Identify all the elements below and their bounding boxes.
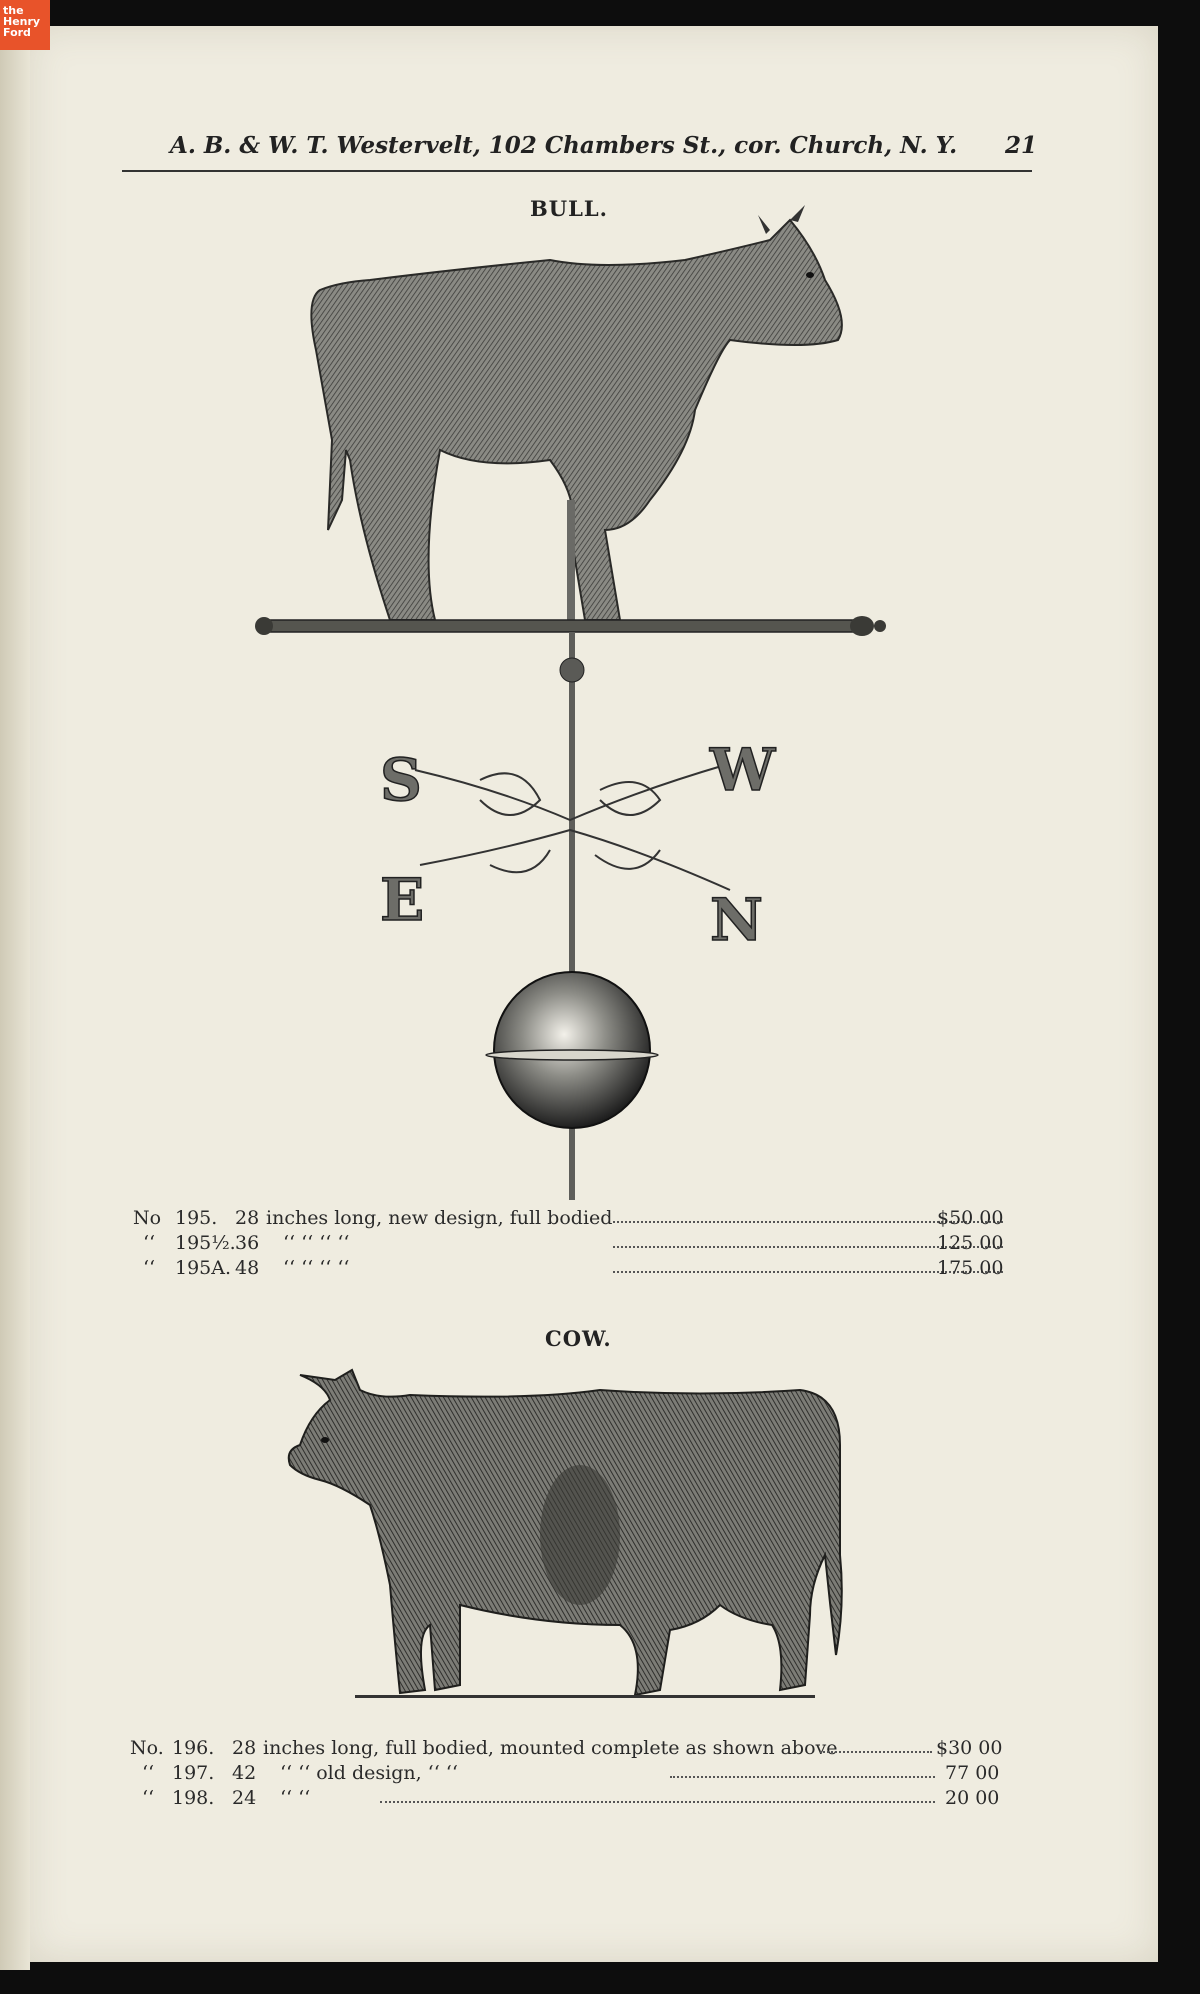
row-price: $30 00 <box>936 1737 1003 1759</box>
weathervane-ball <box>486 972 658 1128</box>
compass-letter-w: W <box>710 736 776 804</box>
row-no-label: ‘‘ <box>143 1257 156 1279</box>
compass-letter-s: S <box>380 746 422 814</box>
row-leader <box>820 1751 932 1753</box>
cow-figure <box>289 1370 842 1695</box>
row-price: $50 00 <box>937 1207 1004 1229</box>
row-no-label: ‘‘ <box>142 1762 155 1784</box>
logo-line-2: Henry <box>3 15 41 28</box>
row-price: 77 00 <box>945 1762 1000 1784</box>
cow-price-row-197 <box>130 1762 1010 1786</box>
cow-heading: COW. <box>545 1326 612 1351</box>
row-ditto-marks: ‘‘ ‘‘ <box>280 1787 311 1809</box>
henry-ford-logo <box>0 0 50 50</box>
row-price: 20 00 <box>945 1787 1000 1809</box>
logo-line-1: the <box>3 4 24 17</box>
cow-base-rod <box>355 1695 815 1698</box>
row-item-number: 195. <box>175 1207 218 1229</box>
header-rule <box>122 170 1032 172</box>
compass-letter-n: N <box>710 886 764 954</box>
row-length: 48 <box>235 1257 260 1279</box>
row-ditto-marks: ‘‘ ‘‘ old design, ‘‘ ‘‘ <box>280 1762 458 1784</box>
bull-price-row-195 <box>133 1207 1013 1231</box>
row-item-number: 197. <box>172 1762 215 1784</box>
bull-figure <box>311 205 842 620</box>
row-description: inches long, full bodied, mounted complete as shown above <box>263 1737 838 1759</box>
row-length: 28 <box>232 1737 257 1759</box>
cow-price-row-196 <box>130 1737 1010 1761</box>
row-length: 28 <box>235 1207 260 1229</box>
row-item-number: 195A. <box>175 1257 232 1279</box>
row-leader <box>380 1801 935 1803</box>
running-head <box>170 132 1040 159</box>
page-left-edge <box>0 40 30 1970</box>
bull-price-row-195-half <box>133 1232 1013 1256</box>
row-leader <box>670 1776 935 1778</box>
row-price: 175 00 <box>937 1257 1004 1279</box>
row-length: 42 <box>232 1762 257 1784</box>
row-length: 36 <box>235 1232 260 1254</box>
cow-weathervane-illustration <box>280 1355 860 1725</box>
compass-letter-e: E <box>380 866 425 934</box>
row-item-number: 198. <box>172 1787 215 1809</box>
row-length: 24 <box>232 1787 257 1809</box>
row-ditto-marks: ‘‘ ‘‘ ‘‘ ‘‘ <box>283 1257 350 1279</box>
row-price: 125 00 <box>937 1232 1004 1254</box>
row-description: inches long, new design, full bodied <box>266 1207 613 1229</box>
row-item-number: 196. <box>172 1737 215 1759</box>
logo-line-3: Ford <box>3 26 31 39</box>
running-head-text: A. B. & W. T. Westervelt, 102 Chambers St., cor. Church, N. Y. <box>170 132 958 159</box>
page-number: 21 <box>1005 132 1038 159</box>
row-no-label: ‘‘ <box>143 1232 156 1254</box>
row-ditto-marks: ‘‘ ‘‘ ‘‘ ‘‘ <box>283 1232 350 1254</box>
row-no-label: ‘‘ <box>142 1787 155 1809</box>
bull-weathervane-illustration <box>250 200 890 1200</box>
row-no-label: No. <box>130 1737 164 1759</box>
cow-price-row-198 <box>130 1787 1010 1811</box>
bull-price-row-195a <box>133 1257 1013 1281</box>
bull-heading: BULL. <box>530 196 608 221</box>
row-item-number: 195½. <box>175 1232 236 1254</box>
row-no-label: No <box>133 1207 162 1229</box>
